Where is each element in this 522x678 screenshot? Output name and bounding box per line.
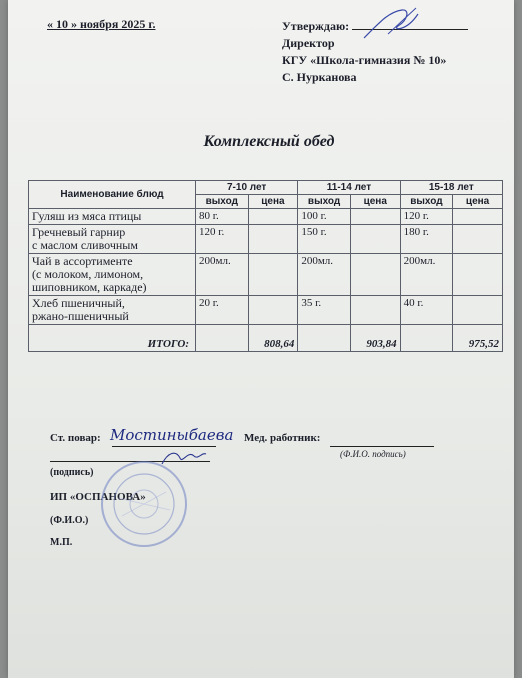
document-page — [8, 0, 514, 678]
company-name: ИП «ОСПАНОВА» — [50, 491, 146, 503]
menu-table — [28, 180, 503, 352]
portion-cell: 120 г. — [196, 225, 249, 254]
mp-label: М.П. — [50, 537, 73, 548]
dish-name — [29, 296, 196, 325]
medic-signature-line — [330, 446, 434, 447]
company-stamp — [98, 458, 190, 550]
portion-cell: 200мл. — [298, 254, 351, 296]
medic-label: Мед. работник: — [244, 432, 321, 444]
price-cell — [350, 225, 400, 254]
portion-cell: 20 г. — [196, 296, 249, 325]
portion-cell: 150 г. — [298, 225, 351, 254]
portion-cell: 200мл. — [400, 254, 453, 296]
price-cell — [350, 209, 400, 225]
medic-hint: (Ф.И.О. подпись) — [340, 449, 406, 459]
price-cell — [350, 254, 400, 296]
portion-cell: 35 г. — [298, 296, 351, 325]
total-spacer — [196, 325, 249, 352]
dish-name — [29, 254, 196, 296]
director-name: С. Нурканова — [282, 70, 357, 84]
school-name: КГУ «Школа-гимназия № 10» — [282, 53, 447, 67]
price-cell — [350, 296, 400, 325]
document-title: Комплексный обед — [203, 133, 335, 150]
total-spacer — [400, 325, 453, 352]
price-cell — [453, 296, 503, 325]
sub-header: цена — [248, 195, 298, 209]
fio-label: (Ф.И.О.) — [50, 515, 89, 526]
price-cell — [248, 254, 298, 296]
total-cell: 808,64 — [248, 325, 298, 352]
table-row — [29, 209, 503, 225]
dish-name-line: шиповником, каркаде) — [32, 280, 147, 294]
group-header: 15-18 лет — [400, 181, 502, 195]
dish-name-line: ржано-пшеничный — [32, 309, 129, 323]
total-spacer — [298, 325, 351, 352]
portion-cell: 200мл. — [196, 254, 249, 296]
dish-name-line: Гуляш из мяса птицы — [32, 209, 142, 223]
total-row — [29, 325, 503, 352]
dish-name — [29, 225, 196, 254]
table-row — [29, 225, 503, 254]
document-date: « 10 » ноября 2025 г. — [47, 17, 156, 31]
price-cell — [248, 296, 298, 325]
portion-cell: 180 г. — [400, 225, 453, 254]
portion-cell: 80 г. — [196, 209, 249, 225]
sub-header: цена — [350, 195, 400, 209]
sub-header: цена — [453, 195, 503, 209]
portion-cell: 40 г. — [400, 296, 453, 325]
price-cell — [248, 209, 298, 225]
dish-name-line: Гречневый гарнир — [32, 225, 126, 239]
cook-signature: Мостиныбаева — [110, 426, 234, 444]
table-header-row — [29, 181, 503, 195]
dish-name-line: (с молоком, лимоном, — [32, 267, 144, 281]
sub-header: выход — [298, 195, 351, 209]
total-cell: 903,84 — [350, 325, 400, 352]
total-label: ИТОГО: — [29, 325, 196, 352]
director-position: Директор — [282, 36, 335, 50]
table-row — [29, 296, 503, 325]
portion-cell: 120 г. — [400, 209, 453, 225]
portion-cell: 100 г. — [298, 209, 351, 225]
sub-header: выход — [196, 195, 249, 209]
dish-name-line: Чай в ассортименте — [32, 254, 133, 268]
dish-name-line: Хлеб пшеничный, — [32, 296, 125, 310]
table-row — [29, 254, 503, 296]
price-cell — [248, 225, 298, 254]
signature-hint: (подпись) — [50, 467, 94, 478]
sub-header: выход — [400, 195, 453, 209]
approve-label: Утверждаю: — [282, 19, 350, 33]
price-cell — [453, 209, 503, 225]
price-cell — [453, 254, 503, 296]
total-cell: 975,52 — [453, 325, 503, 352]
col-name-header: Наименование блюд — [29, 181, 196, 209]
director-signature — [358, 4, 428, 44]
dish-name-line: с маслом сливочным — [32, 238, 138, 252]
group-header: 7-10 лет — [196, 181, 298, 195]
cook-label: Ст. повар: — [50, 432, 101, 444]
price-cell — [453, 225, 503, 254]
dish-name — [29, 209, 196, 225]
group-header: 11-14 лет — [298, 181, 400, 195]
